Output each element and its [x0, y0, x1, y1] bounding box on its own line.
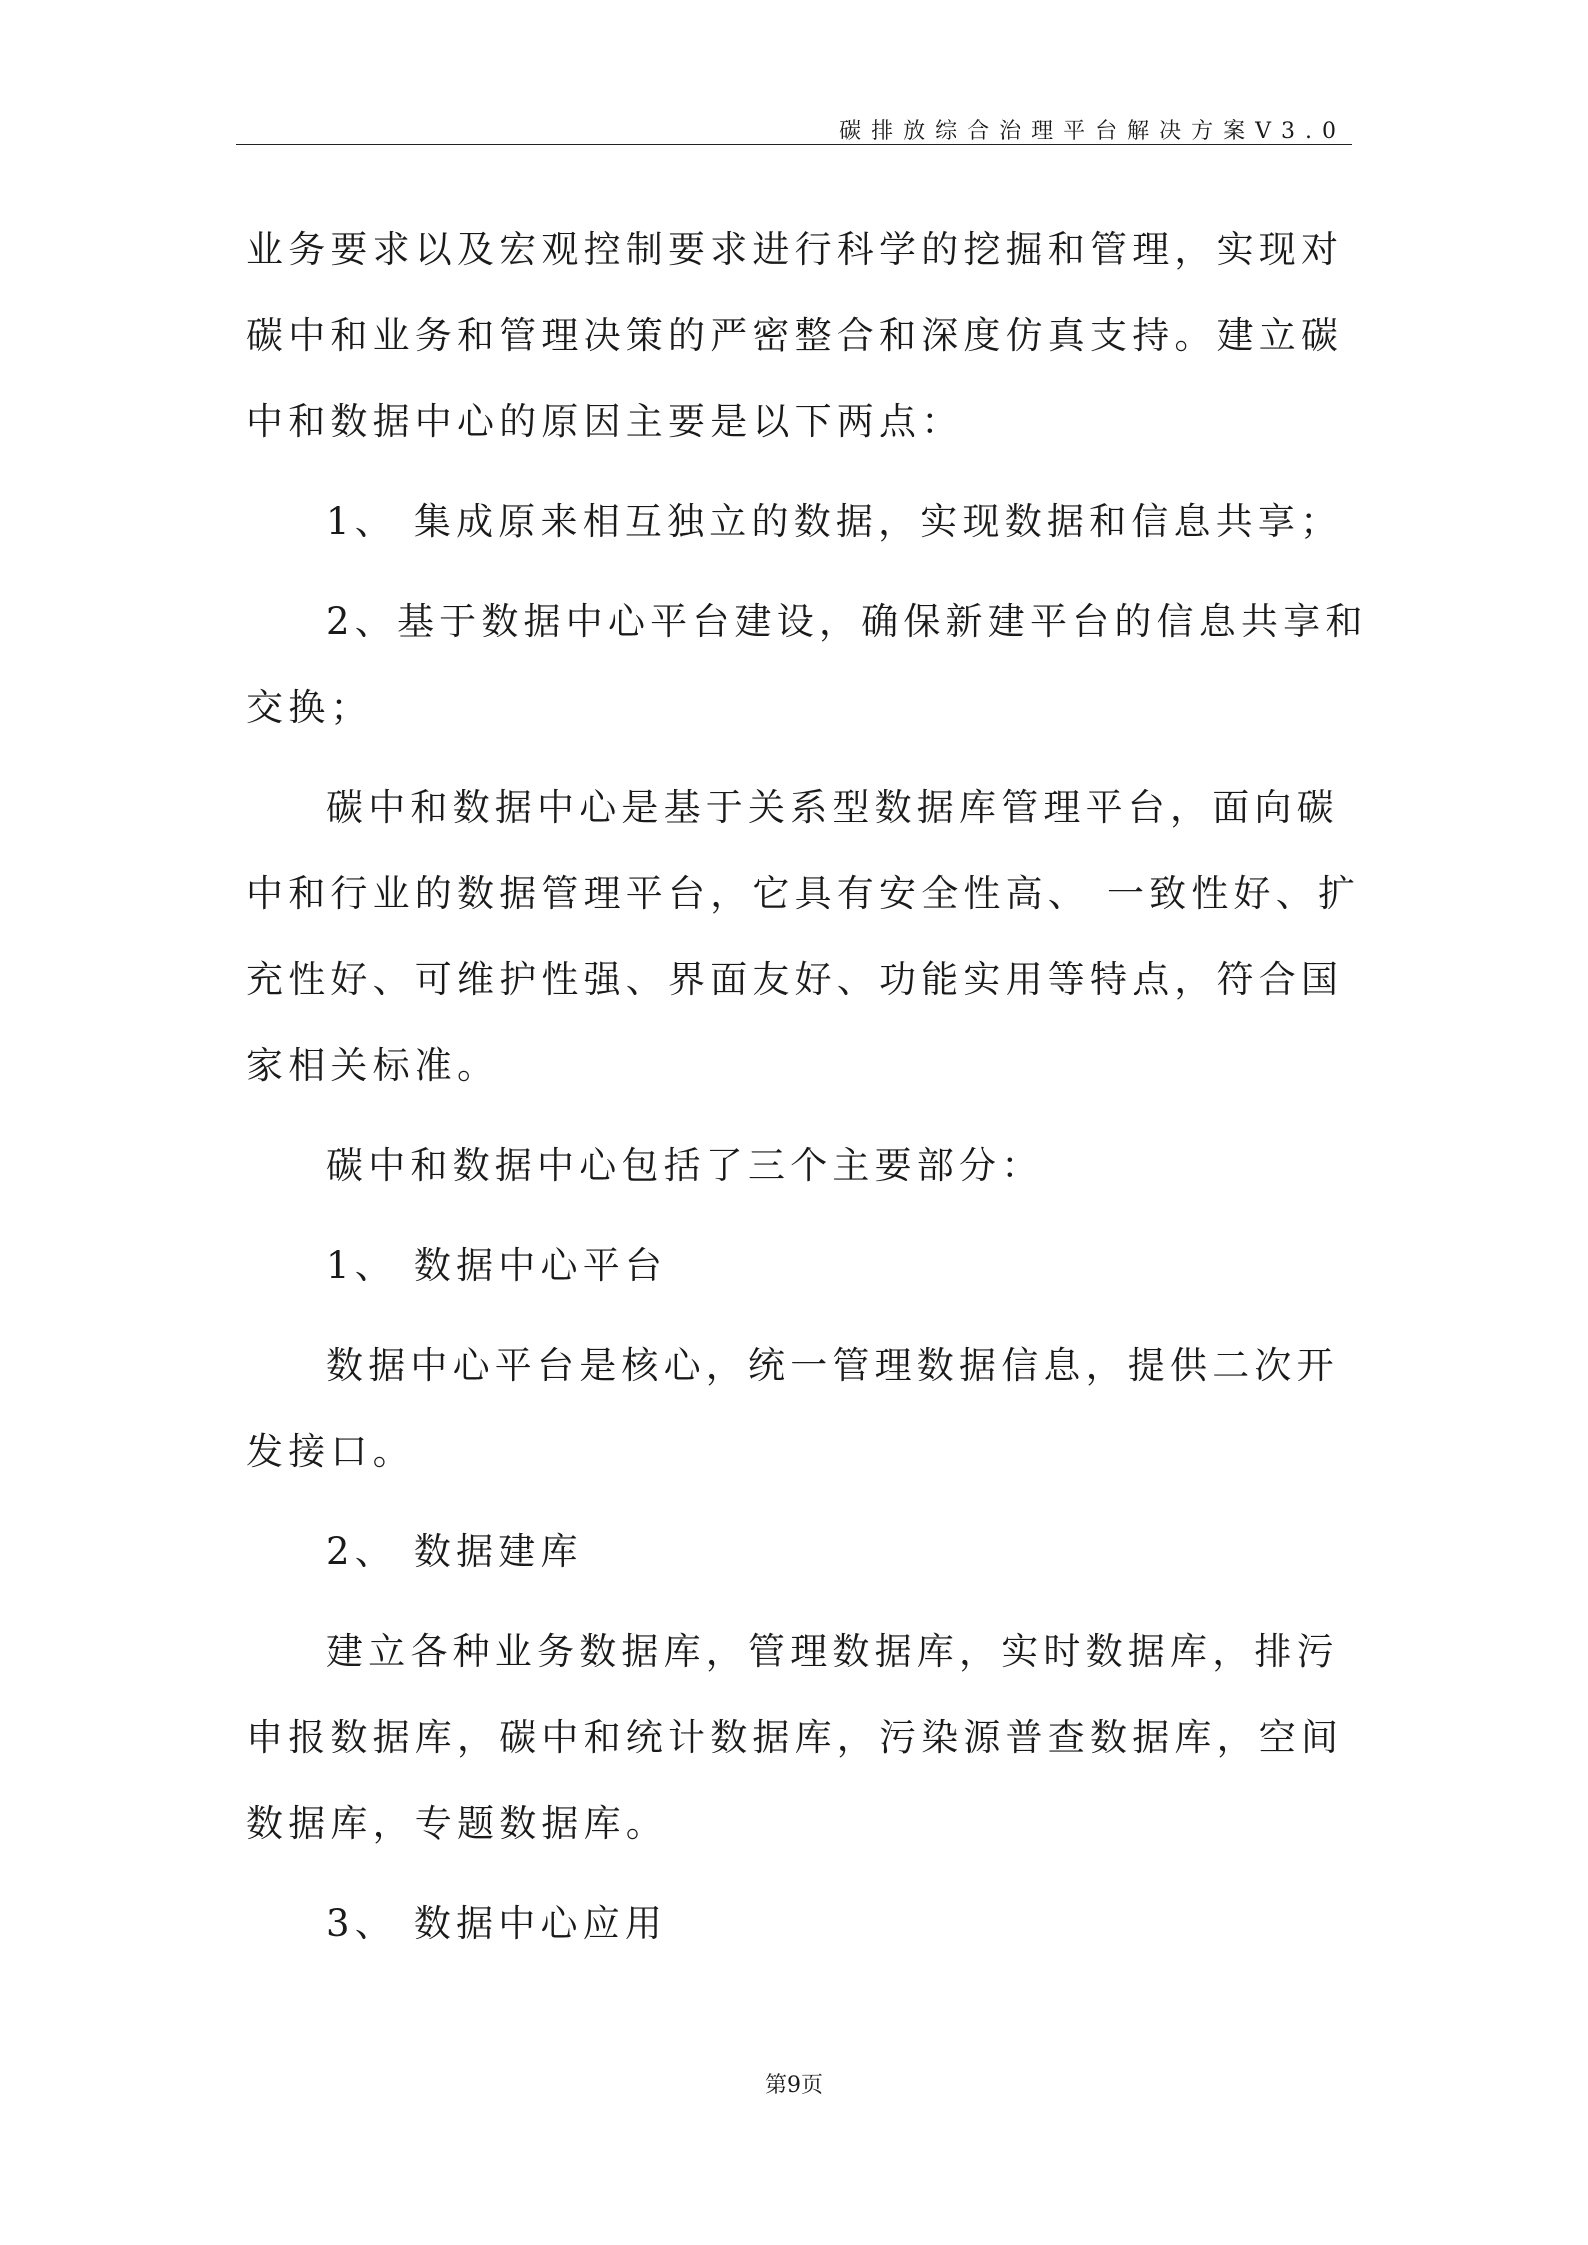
paragraph-line: 碳中和数据中心是基于关系型数据库管理平台，面向碳 — [326, 786, 1339, 829]
paragraph-line: 碳中和业务和管理决策的严密整合和深度仿真支持。建立碳 — [246, 314, 1344, 357]
paragraph-line: 交换； — [246, 686, 373, 729]
header-title: 碳排放综合治理平台解决方案V3.0 — [839, 119, 1346, 144]
document-body — [246, 207, 1368, 1967]
paragraph-line: 数据库，专题数据库。 — [246, 1802, 668, 1845]
section-heading-1: 1、 数据中心平台 — [326, 1244, 668, 1287]
section-heading-3: 3、 数据中心应用 — [326, 1902, 668, 1945]
page-footer — [0, 2068, 1588, 2099]
paragraph-line: 中和数据中心的原因主要是以下两点： — [246, 400, 964, 443]
page-header — [236, 108, 1352, 145]
paragraph-line: 发接口。 — [246, 1430, 415, 1473]
list-item-2: 2、基于数据中心平台建设，确保新建平台的信息共享和 — [326, 600, 1368, 643]
paragraph-line: 业务要求以及宏观控制要求进行科学的挖掘和管理，实现对 — [246, 228, 1344, 271]
section-heading-2: 2、 数据建库 — [326, 1530, 583, 1573]
paragraph-line: 数据中心平台是核心，统一管理数据信息，提供二次开 — [326, 1344, 1339, 1387]
list-item-1: 1、 集成原来相互独立的数据，实现数据和信息共享； — [326, 500, 1343, 543]
paragraph-line: 建立各种业务数据库，管理数据库，实时数据库，排污 — [326, 1630, 1339, 1673]
paragraph-line: 中和行业的数据管理平台，它具有安全性高、 一致性好、扩 — [246, 872, 1361, 915]
paragraph-line: 碳中和数据中心包括了三个主要部分： — [326, 1144, 1044, 1187]
page-number: 第9页 — [765, 2073, 823, 2098]
paragraph-line: 充性好、可维护性强、界面友好、功能实用等特点，符合国 — [246, 958, 1344, 1001]
paragraph-line: 家相关标准。 — [246, 1044, 500, 1087]
paragraph-line: 申报数据库，碳中和统计数据库，污染源普查数据库，空间 — [246, 1716, 1344, 1759]
